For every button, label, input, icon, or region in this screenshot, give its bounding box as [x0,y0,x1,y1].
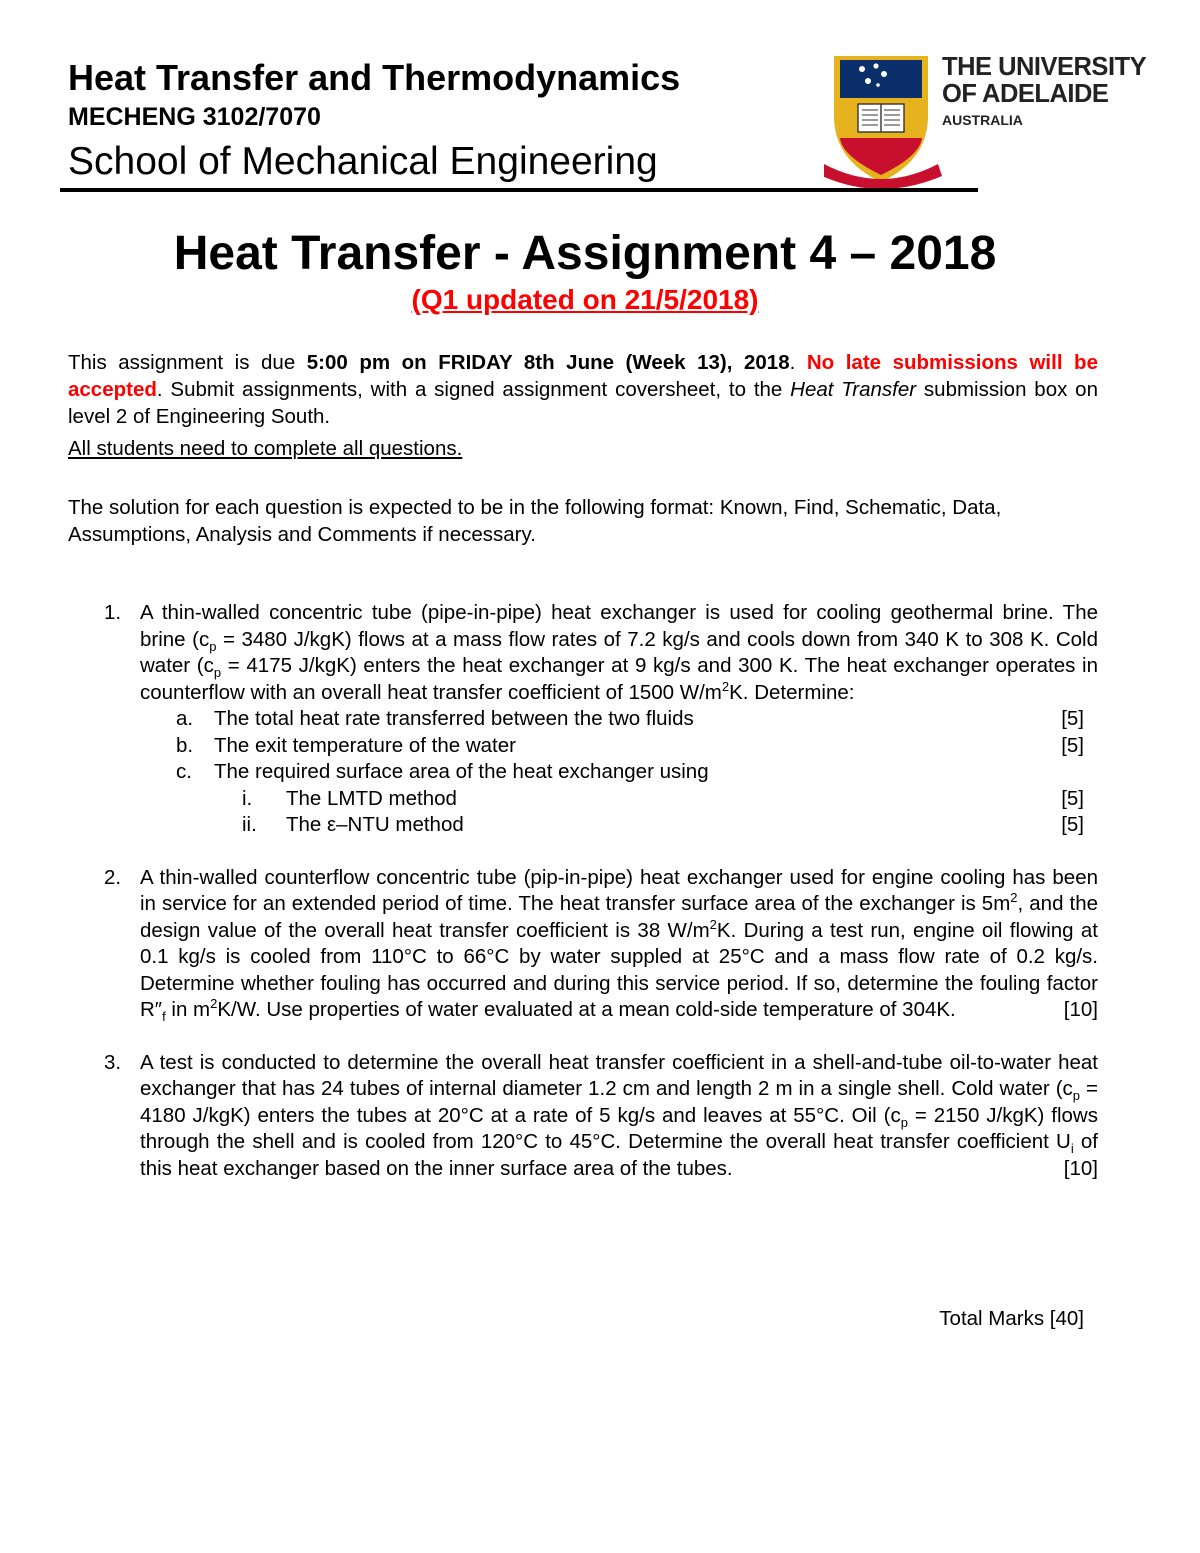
mark: [5] [1061,786,1084,810]
update-note: (Q1 updated on 21/5/2018) [411,284,759,315]
university-name [942,54,1146,108]
mark: [5] [1061,813,1084,836]
late-warning: No late submissions will be accepted [68,351,1098,401]
format-note: The solution for each question is expected to be in the following format: Known, Find, Schematic, Data, Assumptions, Analysis and Comments if necessary. [68,496,1002,546]
intro-paragraph [68,349,1098,430]
university-logo [824,52,1147,190]
question-1 [68,600,1098,839]
question-subpart: i. The LMTD method [5] [140,786,1098,813]
school-name: School of Mechanical Engineering [68,140,658,183]
question-list [68,600,1098,1208]
question-text: A test is conducted to determine the overall heat transfer coefficient in a shell-and-tube oil-to-water heat exchanger that has 24 tubes of internal diameter 1.2 cm and length 2 m in a single shell. Cold water ($c_p = 4180$ J/kgK) enters the tubes at 20°C at a rate of 5 kg/s and leaves at 55°C. Oil ($c_p = 2150$ J/kgK) flows through the shell and is cooled from 120°C to 45°C. Determine the overall heat transfer coefficient $U_i$ of this heat exchanger based on the inner surface area of the tubes. [10] [140,1050,1098,1183]
submission-box-location: submission box on level 2 of Engineering South. [68,378,1098,428]
question-number: 3. [104,1050,122,1074]
all-students-note: All students need to complete all questions. [68,437,463,460]
university-crest-icon [824,52,942,190]
course-title: Heat Transfer and Thermodynamics [68,57,681,98]
mark: [5] [1061,733,1084,757]
mark: [10] [1063,998,1098,1021]
question-2 [68,865,1098,1024]
question-text: A thin-walled counterflow concentric tube (pip-in-pipe) heat exchanger used for engine cooling has been in service for an extended period of time. The heat transfer surface area of the exchanger is $5m^2$, and the design value of the overall heat transfer coefficient is 38 $W/m^2K$. During a test run, engine oil flowing at 0.1 kg/s is cooled from 110°C to 66°C by water suppled at 25°C and a mass flow rate of 0.2 kg/s. Determine whether fouling has occurred and during this service period. If so, determine the fouling factor $R''_f$ in $m^2K/W$. Use properties of water evaluated at a mean cold-side temperature of 304K. [10] [140,865,1098,1025]
university-country: AUSTRALIA [942,112,1023,128]
due-period: . [789,351,807,374]
question-number: 2. [104,865,122,889]
question-part: c. The required surface area of the heat exchanger using [176,760,709,783]
question-part: a. The total heat rate transferred between the two fluids [5] [140,706,1098,733]
assignment-title: Heat Transfer - Assignment 4 – 2018 [173,227,997,280]
mark: [10] [1063,1156,1098,1180]
question-subpart: ii. The ε–NTU method [5] [140,812,1098,839]
mark: [5] [1061,707,1084,730]
submit-text: . Submit assignments, with a signed assignment coversheet, to the [156,378,791,401]
total-marks: Total Marks [40] [939,1307,1084,1330]
university-name-line1: THE UNIVERSITY [942,53,1147,81]
header-divider [60,188,978,192]
university-name-line2: OF ADELAIDE [942,80,1109,108]
question-part: b. The exit temperature of the water [5] [140,733,1098,760]
question-number: 1. [104,601,122,624]
submission-box-name: Heat Transfer [790,378,917,401]
question-3 [68,1050,1098,1183]
question-text: A thin-walled concentric tube (pipe-in-pipe) heat exchanger is used for cooling geothermal brine. The brine ($c_p = 3480$ J/kgK) flows at a mass flow rates of 7.2 kg/s and cools down from 340 K to 308 K. Cold water ($c_p = 4175$ J/kgK) enters the heat exchanger at 9 kg/s and 300 K. The heat exchanger operates in counterflow with an overall heat transfer coefficient of 1500 $W/m^2K$. Determine: [140,601,1099,704]
due-date: 5:00 pm on FRIDAY 8th June (Week 13), 2018 [306,351,790,374]
due-prefix: This assignment is due [68,351,307,374]
course-code: MECHENG 3102/7070 [68,103,321,131]
